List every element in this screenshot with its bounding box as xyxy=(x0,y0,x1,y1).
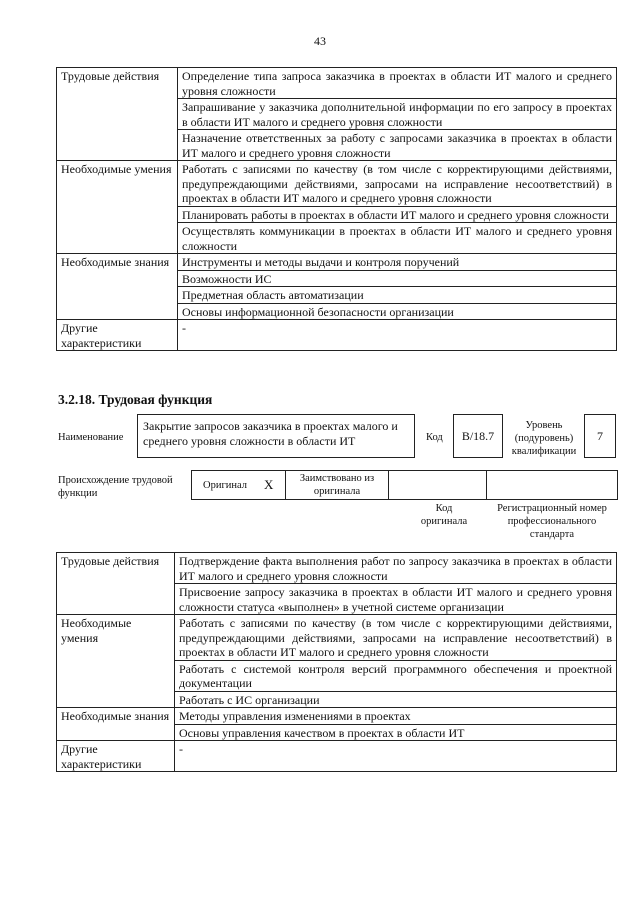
row-item: Предметная область автоматизации xyxy=(178,287,617,304)
code-value: B/18.7 xyxy=(453,414,503,458)
row-item: Присвоение запросу заказчика в проектах в области ИТ малого и среднего уровня сложности статуса «выполнен» в учетной системе организации xyxy=(175,584,617,615)
name-value: Закрытие запросов заказчика в проектах малого и среднего уровня сложности в области ИТ xyxy=(143,419,398,448)
row-item: Определение типа запроса заказчика в проектах в области ИТ малого и среднего уровня сложности xyxy=(178,68,617,99)
level-value: 7 xyxy=(584,414,616,458)
table-row xyxy=(57,68,617,99)
table-row xyxy=(57,553,617,584)
original-label: Оригинал xyxy=(203,480,247,491)
table-row xyxy=(57,741,617,772)
row-label: Необходимые знания xyxy=(57,708,175,741)
row-item: Основы информационной безопасности организации xyxy=(178,303,617,320)
row-label: Другие характеристики xyxy=(57,320,178,351)
row-label: Трудовые действия xyxy=(57,68,178,161)
row-item: Инструменты и методы выдачи и контроля поручений xyxy=(178,254,617,271)
labor-function-table-2 xyxy=(56,552,617,772)
row-item: Работать с записями по качеству (в том числе с корректирующими действиями, предупреждающими действиями, запросами на исправление несоответствий) в проектах в области ИТ малого и среднего уровня сложности xyxy=(175,615,617,661)
origin-divider xyxy=(486,470,487,499)
row-item: Осуществлять коммуникации в проектах в области ИТ малого и среднего уровня сложности xyxy=(178,223,617,254)
origin-divider xyxy=(285,470,286,499)
original-mark: X xyxy=(264,477,274,492)
code-label: Код xyxy=(426,432,443,443)
origin-label: Происхождение трудовой функции xyxy=(58,475,173,499)
origin-divider xyxy=(388,470,389,499)
row-item: Работать с записями по качеству (в том числе с корректирующими действиями, предупреждающими действиями, запросами на исправление несоответствий) в проектах в области ИТ малого и среднего уровня сложности xyxy=(178,161,617,207)
row-item: Возможности ИС xyxy=(178,270,617,287)
row-item: Запрашивание у заказчика дополнительной информации по его запросу в проектах в области ИТ малого и среднего уровня сложности xyxy=(178,99,617,130)
reg-number-caption: Регистрационный номер профессионального стандарта xyxy=(497,503,607,540)
table-row xyxy=(57,615,617,661)
row-item: Планировать работы в проектах в области ИТ малого и среднего уровня сложности xyxy=(178,206,617,223)
row-item: Подтверждение факта выполнения работ по запросу заказчика в проектах в области ИТ малого и среднего уровня сложности xyxy=(175,553,617,584)
row-item: Работать с ИС организации xyxy=(175,691,617,708)
name-value-box xyxy=(137,414,415,458)
row-label: Другие характеристики xyxy=(57,741,175,772)
row-item: Назначение ответственных за работу с запросами заказчика в проектах в области ИТ малого и среднего уровня сложности xyxy=(178,130,617,161)
row-label: Необходимые знания xyxy=(57,254,178,320)
row-label: Необходимые умения xyxy=(57,615,175,708)
row-label: Трудовые действия xyxy=(57,553,175,615)
origin-box xyxy=(191,470,618,500)
name-label: Наименование xyxy=(58,432,124,443)
table-row xyxy=(57,161,617,207)
table-row xyxy=(57,708,617,725)
row-item: Основы управления качеством в проектах в области ИТ xyxy=(175,724,617,741)
row-item: Методы управления изменениями в проектах xyxy=(175,708,617,725)
labor-function-table-1 xyxy=(56,67,617,351)
borrowed-label: Заимствовано из оригинала xyxy=(299,473,375,497)
row-item: - xyxy=(178,320,617,351)
section-title: 3.2.18. Трудовая функция xyxy=(58,392,213,407)
level-label: Уровень (подуровень) квалификации xyxy=(511,420,577,457)
table-row xyxy=(57,320,617,351)
page-number: 43 xyxy=(314,34,326,48)
table-row xyxy=(57,254,617,271)
code-caption: Код оригинала xyxy=(420,503,468,527)
row-item: Работать с системой контроля версий программного обеспечения и проектной документации xyxy=(175,660,617,691)
row-label: Необходимые умения xyxy=(57,161,178,254)
row-item: - xyxy=(175,741,617,772)
